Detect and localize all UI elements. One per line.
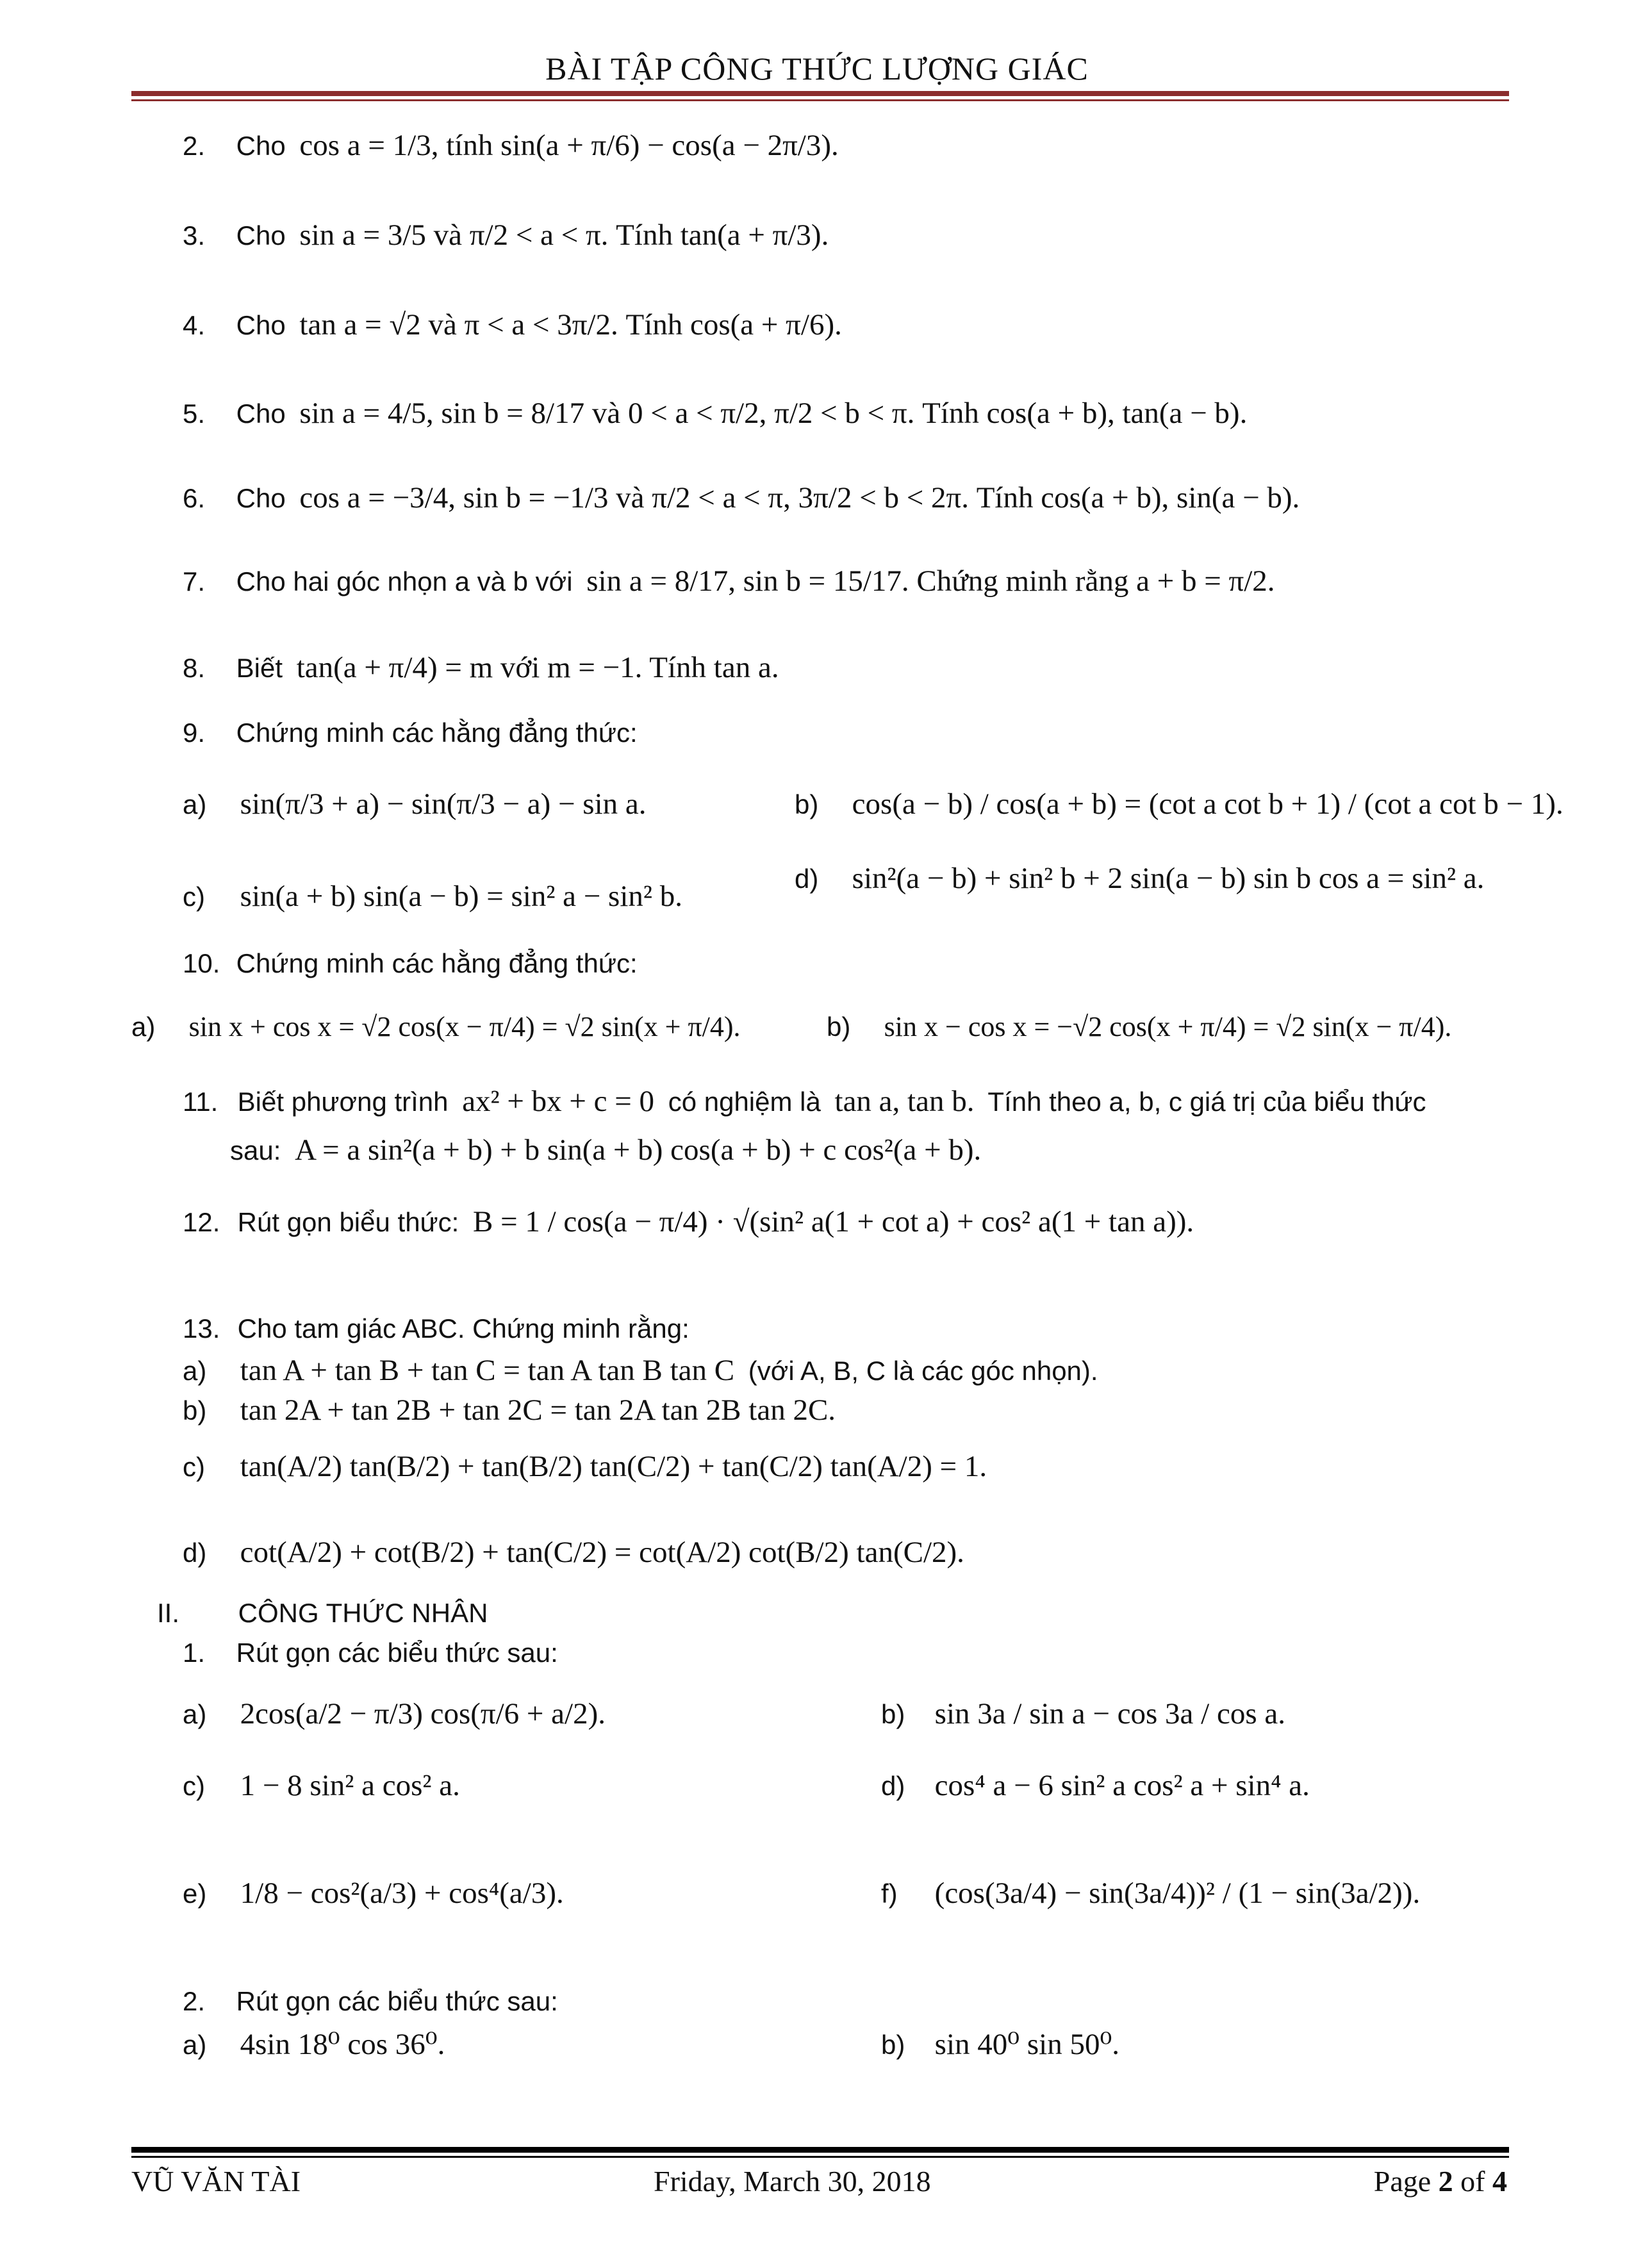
exercise-number: 4. <box>183 310 206 340</box>
ex10-item-b: b) sin x − cos x = −√2 cos(x + π/4) = √2 sin(x − π/4). <box>827 1011 1452 1042</box>
exercise-6 <box>183 481 1306 515</box>
exercise-10: 10. Chứng minh các hằng đẳng thức: <box>183 948 638 978</box>
s2ex1-item-b: b) sin 3a / sin a − cos 3a / cos a. <box>881 1697 1285 1730</box>
footer-page-number: Page 2 of 4 <box>1373 2165 1507 2198</box>
exercise-11: 11. Biết phương trình ax² + bx + c = 0 có nghiệm là tan a, tan b. Tính theo a, b, c giá trị của biểu thức <box>183 1085 1426 1118</box>
section2-exercise-1: 1. Rút gọn các biểu thức sau: <box>183 1638 558 1668</box>
exercise-9 <box>183 718 638 748</box>
ex10-item-a: a) sin x + cos x = √2 cos(x − π/4) = √2 sin(x + π/4). <box>131 1011 741 1042</box>
exercise-number: 2. <box>183 131 206 161</box>
ex9-item-b: b) cos(a − b) / cos(a + b) = (cot a cot b + 1) / (cot a cot b − 1). <box>795 787 1564 821</box>
exercise-formula: sin²(a − b) + sin² b + 2 sin(a − b) sin b cos a = sin² a. <box>852 862 1485 895</box>
exercise-formula: sin(π/3 + a) − sin(π/3 − a) − sin a. <box>240 787 647 821</box>
exercise-formula: cos a = 1/3, tính sin(a + π/6) − cos(a − 2π/3). <box>299 129 839 162</box>
exercise-formula: B = 1 / cos(a − π/4) · √(sin² a(1 + cot a) + cos² a(1 + tan a)). <box>473 1205 1194 1238</box>
exercise-formula: (cos(3a/4) − sin(3a/4))² / (1 − sin(3a/2)). <box>934 1877 1421 1910</box>
exercise-formula: 2cos(a/2 − π/3) cos(π/6 + a/2). <box>240 1697 606 1730</box>
exercise-formula: sin 3a / sin a − cos 3a / cos a. <box>934 1697 1285 1730</box>
section2-exercise-2: 2. Rút gọn các biểu thức sau: <box>183 1986 558 2016</box>
footer-rule <box>131 2147 1509 2153</box>
exercise-text: Cho <box>236 310 286 340</box>
exercise-formula: sin a = 3/5 và π/2 < a < π. Tính tan(a + π/3). <box>299 218 829 252</box>
footer-author: VŨ VĂN TÀI <box>131 2165 301 2198</box>
exercise-number: 8. <box>183 653 206 683</box>
ex13-item-b: b) tan 2A + tan 2B + tan 2C = tan 2A tan 2B tan 2C. <box>183 1393 836 1427</box>
exercise-formula: cos(a − b) / cos(a + b) = (cot a cot b + 1) / (cot a cot b − 1). <box>852 787 1564 821</box>
exercise-text: Biết <box>236 653 283 683</box>
s2ex1-item-f: f) (cos(3a/4) − sin(3a/4))² / (1 − sin(3a/2)). <box>881 1877 1421 1910</box>
exercise-number: 9. <box>183 718 206 748</box>
exercise-13: 13. Cho tam giác ABC. Chứng minh rằng: <box>183 1313 689 1344</box>
header-rule <box>131 91 1509 96</box>
exercise-formula: sin(a + b) sin(a − b) = sin² a − sin² b. <box>240 880 682 913</box>
exercise-formula: tan(A/2) tan(B/2) + tan(B/2) tan(C/2) + tan(C/2) tan(A/2) = 1. <box>240 1450 987 1483</box>
exercise-formula: sin x + cos x = √2 cos(x − π/4) = √2 sin(x + π/4). <box>188 1011 741 1042</box>
exercise-formula: tan 2A + tan 2B + tan 2C = tan 2A tan 2B tan 2C. <box>240 1393 836 1427</box>
exercise-formula: cos⁴ a − 6 sin² a cos² a + sin⁴ a. <box>934 1769 1310 1802</box>
exercise-text: Cho hai góc nhọn a và b với <box>236 566 573 596</box>
exercise-number: 3. <box>183 220 206 251</box>
exercise-11-cont: sau: A = a sin²(a + b) + b sin(a + b) cos(a + b) + c cos²(a + b). <box>230 1133 982 1167</box>
exercise-number: 6. <box>183 483 206 513</box>
exercise-formula: tan A + tan B + tan C = tan A tan B tan C <box>240 1354 735 1387</box>
ex13-item-c: c) tan(A/2) tan(B/2) + tan(B/2) tan(C/2) + tan(C/2) tan(A/2) = 1. <box>183 1450 987 1483</box>
s2ex1-item-c: c) 1 − 8 sin² a cos² a. <box>183 1769 460 1802</box>
exercise-2 <box>183 128 845 163</box>
exercise-text: Cho <box>236 131 286 161</box>
ex9-item-c: c) sin(a + b) sin(a − b) = sin² a − sin² b. <box>183 880 682 913</box>
s2ex1-item-e: e) 1/8 − cos²(a/3) + cos⁴(a/3). <box>183 1877 564 1910</box>
exercise-7 <box>183 564 1282 598</box>
ex9-item-a: a) sin(π/3 + a) − sin(π/3 − a) − sin a. <box>183 787 647 821</box>
s2ex1-item-d: d) cos⁴ a − 6 sin² a cos² a + sin⁴ a. <box>881 1769 1310 1802</box>
page-title: BÀI TẬP CÔNG THỨC LƯỢNG GIÁC <box>545 51 1089 86</box>
exercise-formula: sin a = 8/17, sin b = 15/17. Chứng minh rằng a + b = π/2. <box>586 564 1275 598</box>
exercise-formula: sin a = 4/5, sin b = 8/17 và 0 < a < π/2, π/2 < b < π. Tính cos(a + b), tan(a − b). <box>299 397 1248 430</box>
exercise-12: 12. Rút gọn biểu thức: B = 1 / cos(a − π/4) · √(sin² a(1 + cot a) + cos² a(1 + tan a)). <box>183 1205 1194 1238</box>
exercise-text: Cho <box>236 220 286 251</box>
exercise-formula: 1/8 − cos²(a/3) + cos⁴(a/3). <box>240 1877 564 1910</box>
exercise-text: Cho <box>236 399 286 429</box>
exercise-formula: 4sin 18⁰ cos 36⁰. <box>240 2028 445 2061</box>
exercise-3 <box>183 218 835 252</box>
exercise-formula: 1 − 8 sin² a cos² a. <box>240 1769 460 1802</box>
exercise-formula: sin 40⁰ sin 50⁰. <box>934 2028 1120 2061</box>
header-rule-thin <box>131 99 1509 101</box>
exercise-formula: cot(A/2) + cot(B/2) + tan(C/2) = cot(A/2) cot(B/2) tan(C/2). <box>240 1536 964 1569</box>
exercise-8 <box>183 650 786 685</box>
exercise-number: 7. <box>183 566 206 596</box>
ex9-item-d: d) sin²(a − b) + sin² b + 2 sin(a − b) sin b cos a = sin² a. <box>795 862 1485 895</box>
exercise-text: Chứng minh các hằng đẳng thức: <box>236 718 638 748</box>
s2ex1-item-a: a) 2cos(a/2 − π/3) cos(π/6 + a/2). <box>183 1697 606 1730</box>
exercise-number: 5. <box>183 399 206 429</box>
footer-date: Friday, March 30, 2018 <box>654 2165 931 2198</box>
exercise-text: Cho <box>236 483 286 513</box>
exercise-formula: tan a = √2 và π < a < 3π/2. Tính cos(a + π/6). <box>299 308 842 341</box>
exercise-formula: tan(a + π/4) = m với m = −1. Tính tan a. <box>296 651 779 684</box>
footer-rule-thin <box>131 2156 1509 2158</box>
ex13-item-a: a) tan A + tan B + tan C = tan A tan B tan C (với A, B, C là các góc nhọn). <box>183 1354 1098 1387</box>
exercise-5 <box>183 396 1253 431</box>
ex13-item-d: d) cot(A/2) + cot(B/2) + tan(C/2) = cot(A/2) cot(B/2) tan(C/2). <box>183 1536 964 1569</box>
section-heading: II. CÔNG THỨC NHÂN <box>157 1598 488 1628</box>
exercise-4 <box>183 308 848 342</box>
exercise-formula: sin x − cos x = −√2 cos(x + π/4) = √2 sin(x − π/4). <box>884 1011 1452 1042</box>
s2ex2-item-b: b) sin 40⁰ sin 50⁰. <box>881 2028 1120 2061</box>
exercise-formula: cos a = −3/4, sin b = −1/3 và π/2 < a < π, 3π/2 < b < 2π. Tính cos(a + b), sin(a − b). <box>299 481 1300 514</box>
exercise-formula: A = a sin²(a + b) + b sin(a + b) cos(a + b) + c cos²(a + b). <box>295 1133 982 1167</box>
s2ex2-item-a: a) 4sin 18⁰ cos 36⁰. <box>183 2028 445 2061</box>
